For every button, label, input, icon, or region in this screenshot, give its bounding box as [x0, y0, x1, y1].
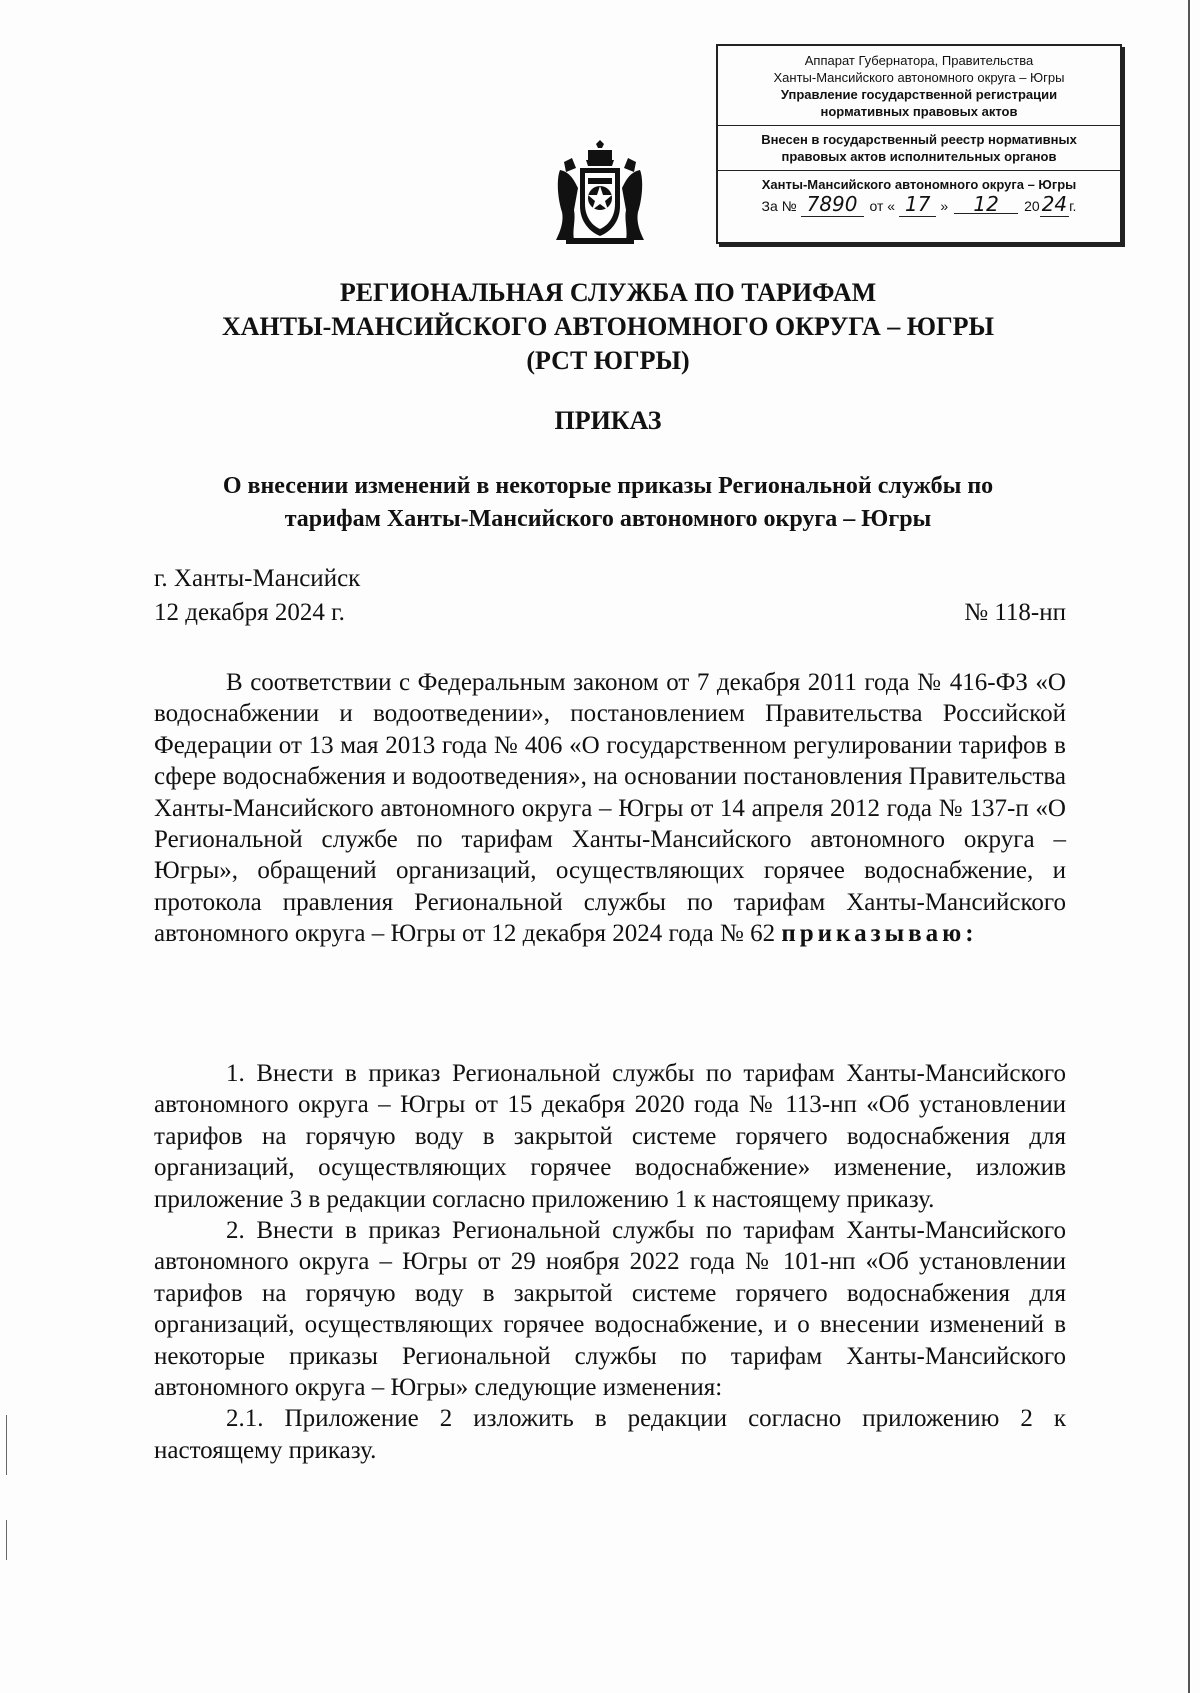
document-subject [150, 470, 1066, 536]
reg-year: 24 [1041, 192, 1068, 216]
title-line: РЕГИОНАЛЬНАЯ СЛУЖБА ПО ТАРИФАМ [339, 278, 877, 307]
scan-edge [1188, 0, 1190, 1693]
reg-quote: » [940, 198, 949, 214]
reg-year-prefix: 20 [1024, 198, 1040, 214]
document-type: ПРИКАЗ [554, 406, 662, 435]
city: г. Ханты-Мансийск [154, 565, 361, 592]
stamp-line: Управление государственной регистрации [780, 87, 1058, 102]
stamp-line: нормативных правовых актов [820, 104, 1018, 119]
subject-line: тарифам Ханты-Мансийского автономного округа – Югры [284, 506, 932, 532]
title-line: ХАНТЫ-МАНСИЙСКОГО АВТОНОМНОГО ОКРУГА – ЮГРЫ [221, 312, 995, 341]
stamp-divider [718, 125, 1120, 126]
stamp-registration-line [722, 192, 1116, 216]
title-line: (РСТ ЮГРЫ) [526, 346, 690, 375]
order-word: приказываю [781, 920, 966, 948]
order-item: 1. Внести в приказ Региональной службы по тарифам Ханты-Мансийского автономного округа – Югры от 15 декабря 2020 года № 113-нп «Об установлении тарифов на горячую воду в закрытой системе горячего водоснабжения для организаций, осуществляющих горячее водоснабжение» изменение, изложив приложение 3 в редакции согласно приложению 1 к настоящему приказу. [154, 1060, 1066, 1213]
order-colon: : [965, 920, 974, 948]
order-item: 2.1. Приложение 2 изложить в редакции согласно приложению 2 к настоящему приказу. [154, 1405, 1066, 1464]
organization-title [150, 276, 1066, 378]
reg-month: 12 [954, 195, 1018, 214]
stamp-line: Ханты-Мансийского автономного округа – Югры [773, 70, 1065, 85]
stamp-line: Аппарат Губернатора, Правительства [804, 53, 1034, 68]
scan-mark [6, 1415, 7, 1475]
stamp-line: Внесен в государственный реестр нормативных [761, 132, 1077, 147]
reg-day: 17 [899, 192, 936, 217]
document-date: 12 декабря 2024 г. [154, 599, 345, 626]
registration-stamp [716, 44, 1122, 244]
coat-of-arms-icon [552, 140, 648, 246]
stamp-line: правовых актов исполнительных органов [781, 149, 1057, 164]
document-number: № 118-нп [964, 599, 1066, 626]
stamp-divider [718, 170, 1120, 171]
order-items [154, 1058, 1066, 1466]
reg-year-suffix: г. [1069, 198, 1077, 214]
preamble [154, 667, 1066, 950]
preamble-text: В соответствии с Федеральным законом от 7 декабря 2011 года № 416-ФЗ «О водоснабжении и водоотведении», постановлением Правительства Российской Федерации от 13 мая 2013 года № 406 «О государственном регулировании тарифов в сфере водоснабжения и водоотведения», на основании постановления Правительства Ханты-Мансийского автономного округа – Югры от 14 апреля 2012 года № 137-п «О Региональной службе по тарифам Ханты-Мансийского автономного округа – Югры», обращений организаций, осуществляющих горячее водоснабжение, и протокола правления Региональной службы по тарифам Ханты-Мансийского автономного округа – Югры от 12 декабря 2024 года № 62 [154, 669, 1066, 948]
stamp-line: Ханты-Мансийского автономного округа – Югры [761, 177, 1077, 192]
preamble-paragraph [154, 667, 1066, 950]
order-item: 2. Внести в приказ Региональной службы по тарифам Ханты-Мансийского автономного округа – Югры от 29 ноября 2022 года № 101-нп «Об установлении тарифов на горячую воду в закрытой системе горячего водоснабжения для организаций, осуществляющих горячее водоснабжение, и о внесении изменений в некоторые приказы Региональной службы по тарифам Ханты-Мансийского автономного округа – Югры» следующие изменения: [154, 1217, 1066, 1402]
reg-number: 7890 [801, 192, 864, 217]
reg-prefix: За № [761, 198, 797, 214]
subject-line: О внесении изменений в некоторые приказы Региональной службы по [222, 473, 994, 499]
reg-from: от « [869, 198, 896, 214]
scan-mark [6, 1520, 7, 1560]
